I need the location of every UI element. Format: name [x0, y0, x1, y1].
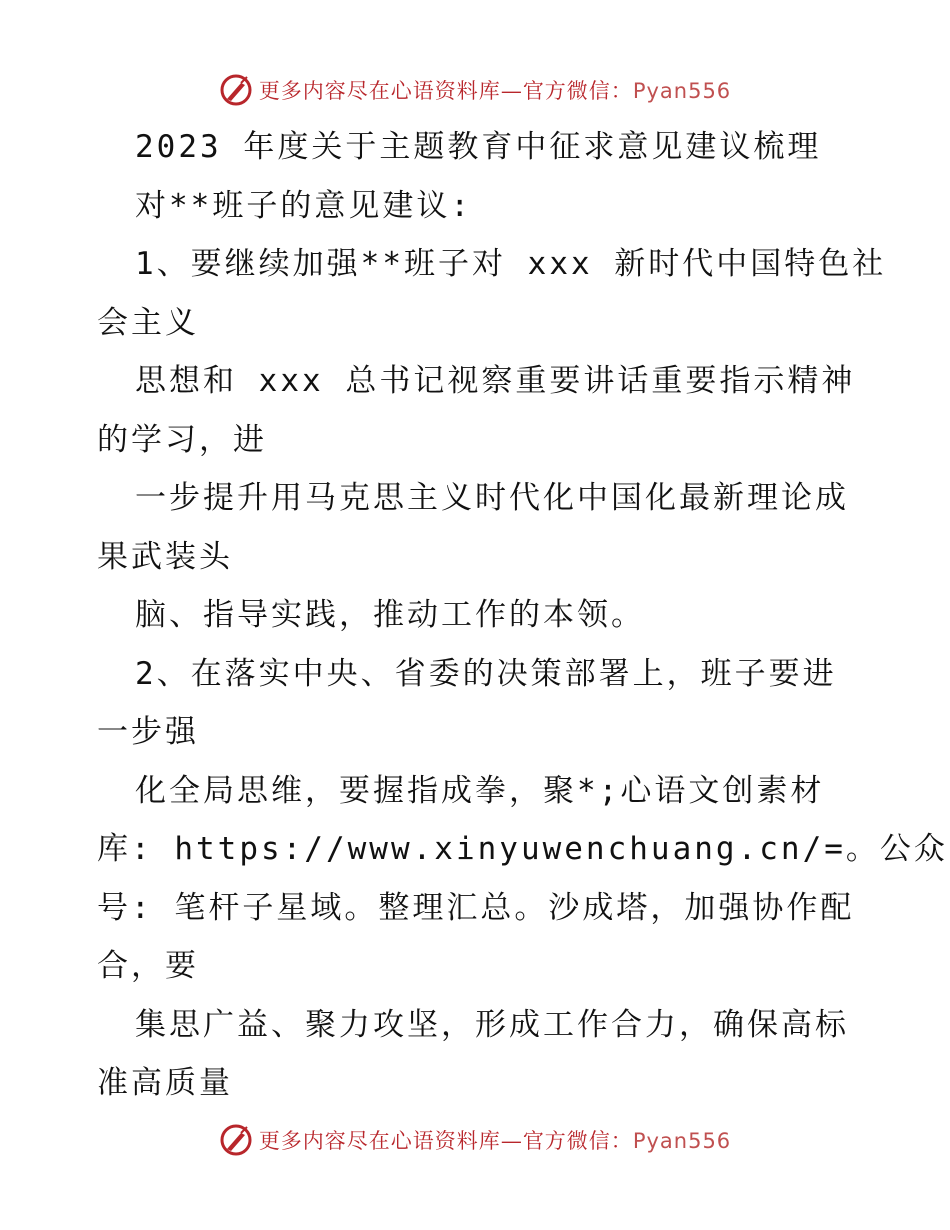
paragraph-line: 集思广益、聚力攻坚，形成工作合力，确保高标: [135, 1006, 849, 1043]
paragraph-line: 一步强: [97, 714, 199, 750]
paragraph-line: 化全局思维，要握指成拳，聚*;心语文创素材: [135, 772, 825, 809]
section-heading: 对**班子的意见建议:: [135, 187, 472, 224]
paragraph-line: 库: https://www.xinyuwenchuang.cn/=。公众: [97, 831, 948, 867]
quill-logo-icon: [219, 1123, 253, 1157]
paragraph-line: 果武装头: [97, 538, 233, 575]
paragraph-line: 准高质量: [97, 1065, 233, 1101]
paragraph-line: 合，要: [97, 948, 199, 984]
paragraph-line: 会主义: [97, 304, 199, 341]
paragraph-line: 一步提升用马克思主义时代化中国化最新理论成: [135, 480, 849, 516]
watermark-text: 更多内容尽在心语资料库—官方微信：Pyan556: [258, 1129, 732, 1153]
paragraph-line: 脑、指导实践，推动工作的本领。: [135, 597, 645, 633]
paragraph-line: 思想和 xxx 总书记视察重要讲话重要指示精神: [135, 363, 856, 399]
footer-watermark: [0, 1120, 950, 1160]
paragraph-line: 1、要继续加强**班子对 xxx 新时代中国特色社: [135, 246, 887, 282]
document-title: 2023 年度关于主题教育中征求意见建议梳理: [135, 129, 822, 165]
paragraph-line: 2、在落实中央、省委的决策部署上，班子要进: [135, 655, 837, 692]
paragraph-line: 号: 笔杆子星域。整理汇总。沙成塔，加强协作配: [97, 889, 855, 926]
paragraph-line: 的学习，进: [97, 421, 267, 458]
header-watermark: [0, 70, 950, 110]
document-body: [97, 118, 948, 1113]
quill-logo-icon: [219, 73, 253, 107]
watermark-text: 更多内容尽在心语资料库—官方微信：Pyan556: [258, 79, 732, 103]
